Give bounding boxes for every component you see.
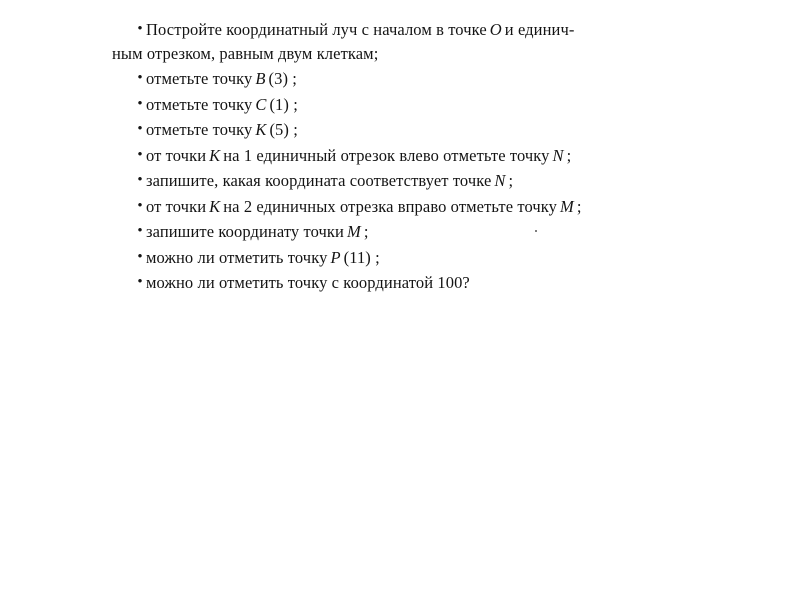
task-item — [112, 93, 672, 117]
task-item — [112, 18, 666, 65]
task-text: от точки — [146, 145, 207, 165]
task-item — [112, 118, 672, 142]
bullet-icon: • — [137, 223, 143, 239]
scan-speck — [535, 230, 537, 232]
task-item — [112, 195, 672, 219]
math-variable: N — [552, 145, 564, 165]
task-text: (3) ; — [268, 69, 297, 88]
task-text: ; — [576, 196, 582, 216]
bullet-icon: • — [137, 21, 143, 37]
task-text-continuation: ным отрезком, равным двум клеткам; — [112, 43, 379, 63]
task-text: (1) ; — [269, 94, 298, 114]
task-item — [112, 271, 672, 295]
bullet-icon: • — [137, 248, 143, 265]
math-variable: K — [255, 120, 267, 139]
math-variable: O — [489, 20, 502, 39]
bullet-icon: • — [137, 95, 143, 112]
math-variable: C — [255, 94, 267, 114]
task-item — [112, 246, 672, 270]
task-text: ; — [566, 145, 572, 165]
task-text: на 2 единичных отрезка вправо отметьте точку — [223, 196, 558, 216]
task-text: можно ли отметить точку с координатой 100? — [146, 273, 470, 292]
math-variable: P — [330, 247, 341, 267]
task-item — [112, 169, 672, 193]
task-text: от точки — [146, 196, 207, 216]
task-text: (5) ; — [269, 120, 298, 139]
bullet-icon: • — [137, 197, 143, 214]
task-text: запишите координату точки — [146, 222, 344, 241]
math-variable: K — [209, 196, 221, 216]
task-text: можно ли отметить точку — [146, 247, 328, 267]
task-text: (11) ; — [343, 247, 380, 267]
task-item — [112, 144, 672, 168]
task-text: Постройте координатный луч с началом в точке — [146, 20, 487, 39]
task-text: отметьте точку — [146, 94, 253, 114]
math-variable: B — [255, 69, 266, 88]
task-list — [112, 18, 672, 297]
math-variable: N — [494, 171, 506, 190]
math-variable: M — [560, 196, 574, 216]
task-item — [112, 67, 672, 91]
bullet-icon: • — [137, 70, 143, 86]
task-text: запишите, какая координата соответствует точке — [146, 171, 492, 190]
math-variable: M — [346, 222, 361, 241]
bullet-icon: • — [137, 172, 143, 188]
task-text: на 1 единичный отрезок влево отметьте точку — [223, 145, 550, 165]
task-text: и единич- — [504, 20, 575, 39]
task-text: ; — [508, 171, 514, 190]
bullet-icon: • — [137, 121, 143, 137]
task-item — [112, 220, 672, 244]
task-text: отметьте точку — [146, 120, 253, 139]
bullet-icon: • — [137, 274, 143, 290]
task-text: ; — [363, 222, 369, 241]
math-variable: K — [209, 145, 221, 165]
bullet-icon: • — [137, 146, 143, 163]
task-text: отметьте точку — [146, 69, 253, 88]
